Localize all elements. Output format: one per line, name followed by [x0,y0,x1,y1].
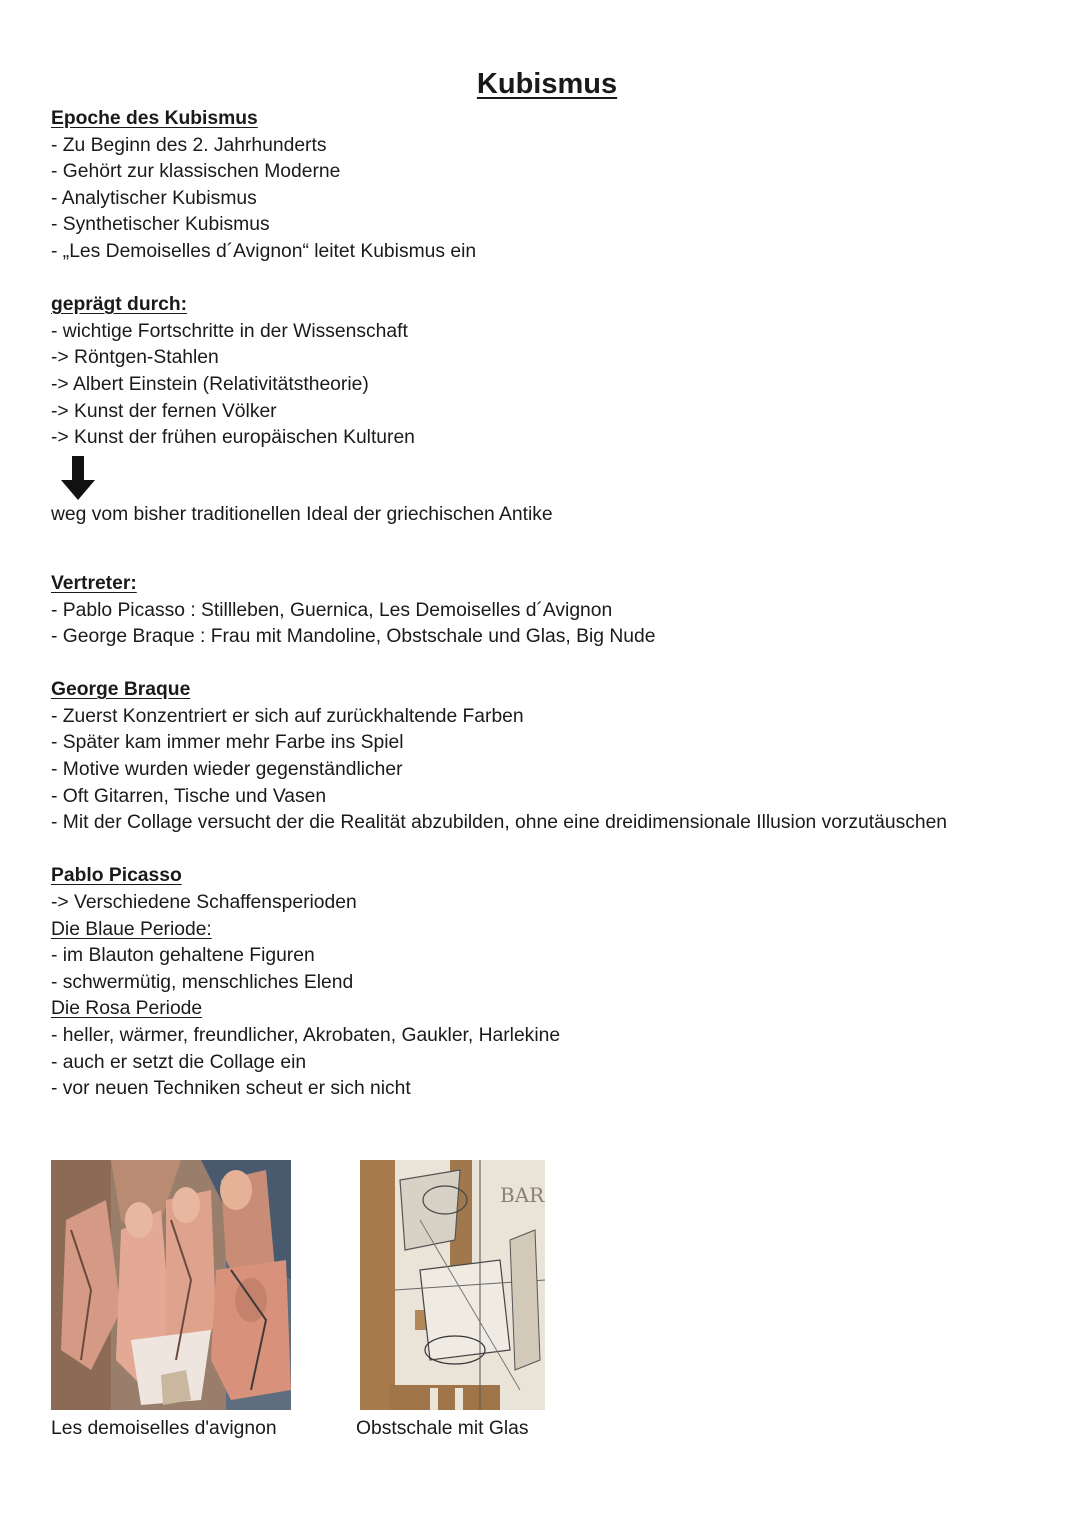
page-title: Kubismus [476,68,618,100]
section-heading: geprägt durch: [51,294,188,316]
list-item: - Zu Beginn des 2. Jahrhunderts [51,134,327,156]
section-vertreter [51,571,1041,651]
list-item: - Motive wurden wieder gegenständlicher [51,759,403,781]
artwork-gallery [51,1160,651,1450]
list-item: - Zuerst Konzentriert er sich auf zurückhaltende Farben [51,705,524,727]
list-item: -> Röntgen-Stahlen [51,347,219,369]
list-item: - Synthetischer Kubismus [51,214,270,236]
list-item: - wichtige Fortschritte in der Wissenschaft [51,320,408,342]
list-item: - Mit der Collage versucht der die Realität abzubilden, ohne eine dreidimensionale Illusion vorzutäuschen [51,812,948,834]
painting-demoiselles-image [51,1160,291,1410]
list-item: -> Albert Einstein (Relativitätstheorie) [51,373,369,395]
list-item: -> Kunst der frühen europäischen Kulturen [51,427,415,449]
image-caption: Les demoiselles d'avignon [51,1418,277,1439]
subsection-heading: Die Rosa Periode [51,998,203,1020]
list-item: -> Kunst der fernen Völker [51,400,277,422]
subsection-heading: Die Blaue Periode: [51,918,212,940]
section-heading: Vertreter: [51,572,137,594]
list-item: - im Blauton gehaltene Figuren [51,945,315,967]
list-item: - schwermütig, menschliches Elend [51,971,354,993]
section-picasso [51,863,1041,1102]
section-heading: Epoche des Kubismus [51,108,258,129]
list-item: - Später kam immer mehr Farbe ins Spiel [51,732,404,754]
section-heading: George Braque [51,679,191,701]
list-item: - auch er setzt die Collage ein [51,1051,307,1073]
painting-obstschale-image [360,1160,545,1410]
section-gepraegt [51,292,1041,528]
list-item: - heller, wärmer, freundlicher, Akrobaten, Gaukler, Harlekine [51,1025,561,1046]
document-body [51,106,1041,1103]
section-braque [51,677,1041,837]
conclusion-text: weg vom bisher traditionellen Ideal der griechischen Antike [51,503,553,525]
figure-obstschale [356,1160,545,1439]
list-item: - vor neuen Techniken scheut er sich nicht [51,1078,411,1100]
list-item: -> Verschiedene Schaffensperioden [51,892,357,914]
image-caption: Obstschale mit Glas [356,1418,529,1439]
list-item: - Analytischer Kubismus [51,187,257,209]
list-item: - Oft Gitarren, Tische und Vasen [51,785,327,807]
list-item: - Gehört zur klassischen Moderne [51,161,341,183]
arrow-down-icon [51,452,1041,502]
list-item: - George Braque : Frau mit Mandoline, Obstschale und Glas, Big Nude [51,626,656,648]
painting-inscription: BAR [500,1183,545,1207]
figure-demoiselles [51,1160,291,1439]
section-heading: Pablo Picasso [51,865,182,887]
list-item: - Pablo Picasso : Stillleben, Guernica, Les Demoiselles d´Avignon [51,599,613,621]
list-item: - „Les Demoiselles d´Avignon“ leitet Kubismus ein [51,240,477,262]
section-epoche [51,106,1041,266]
